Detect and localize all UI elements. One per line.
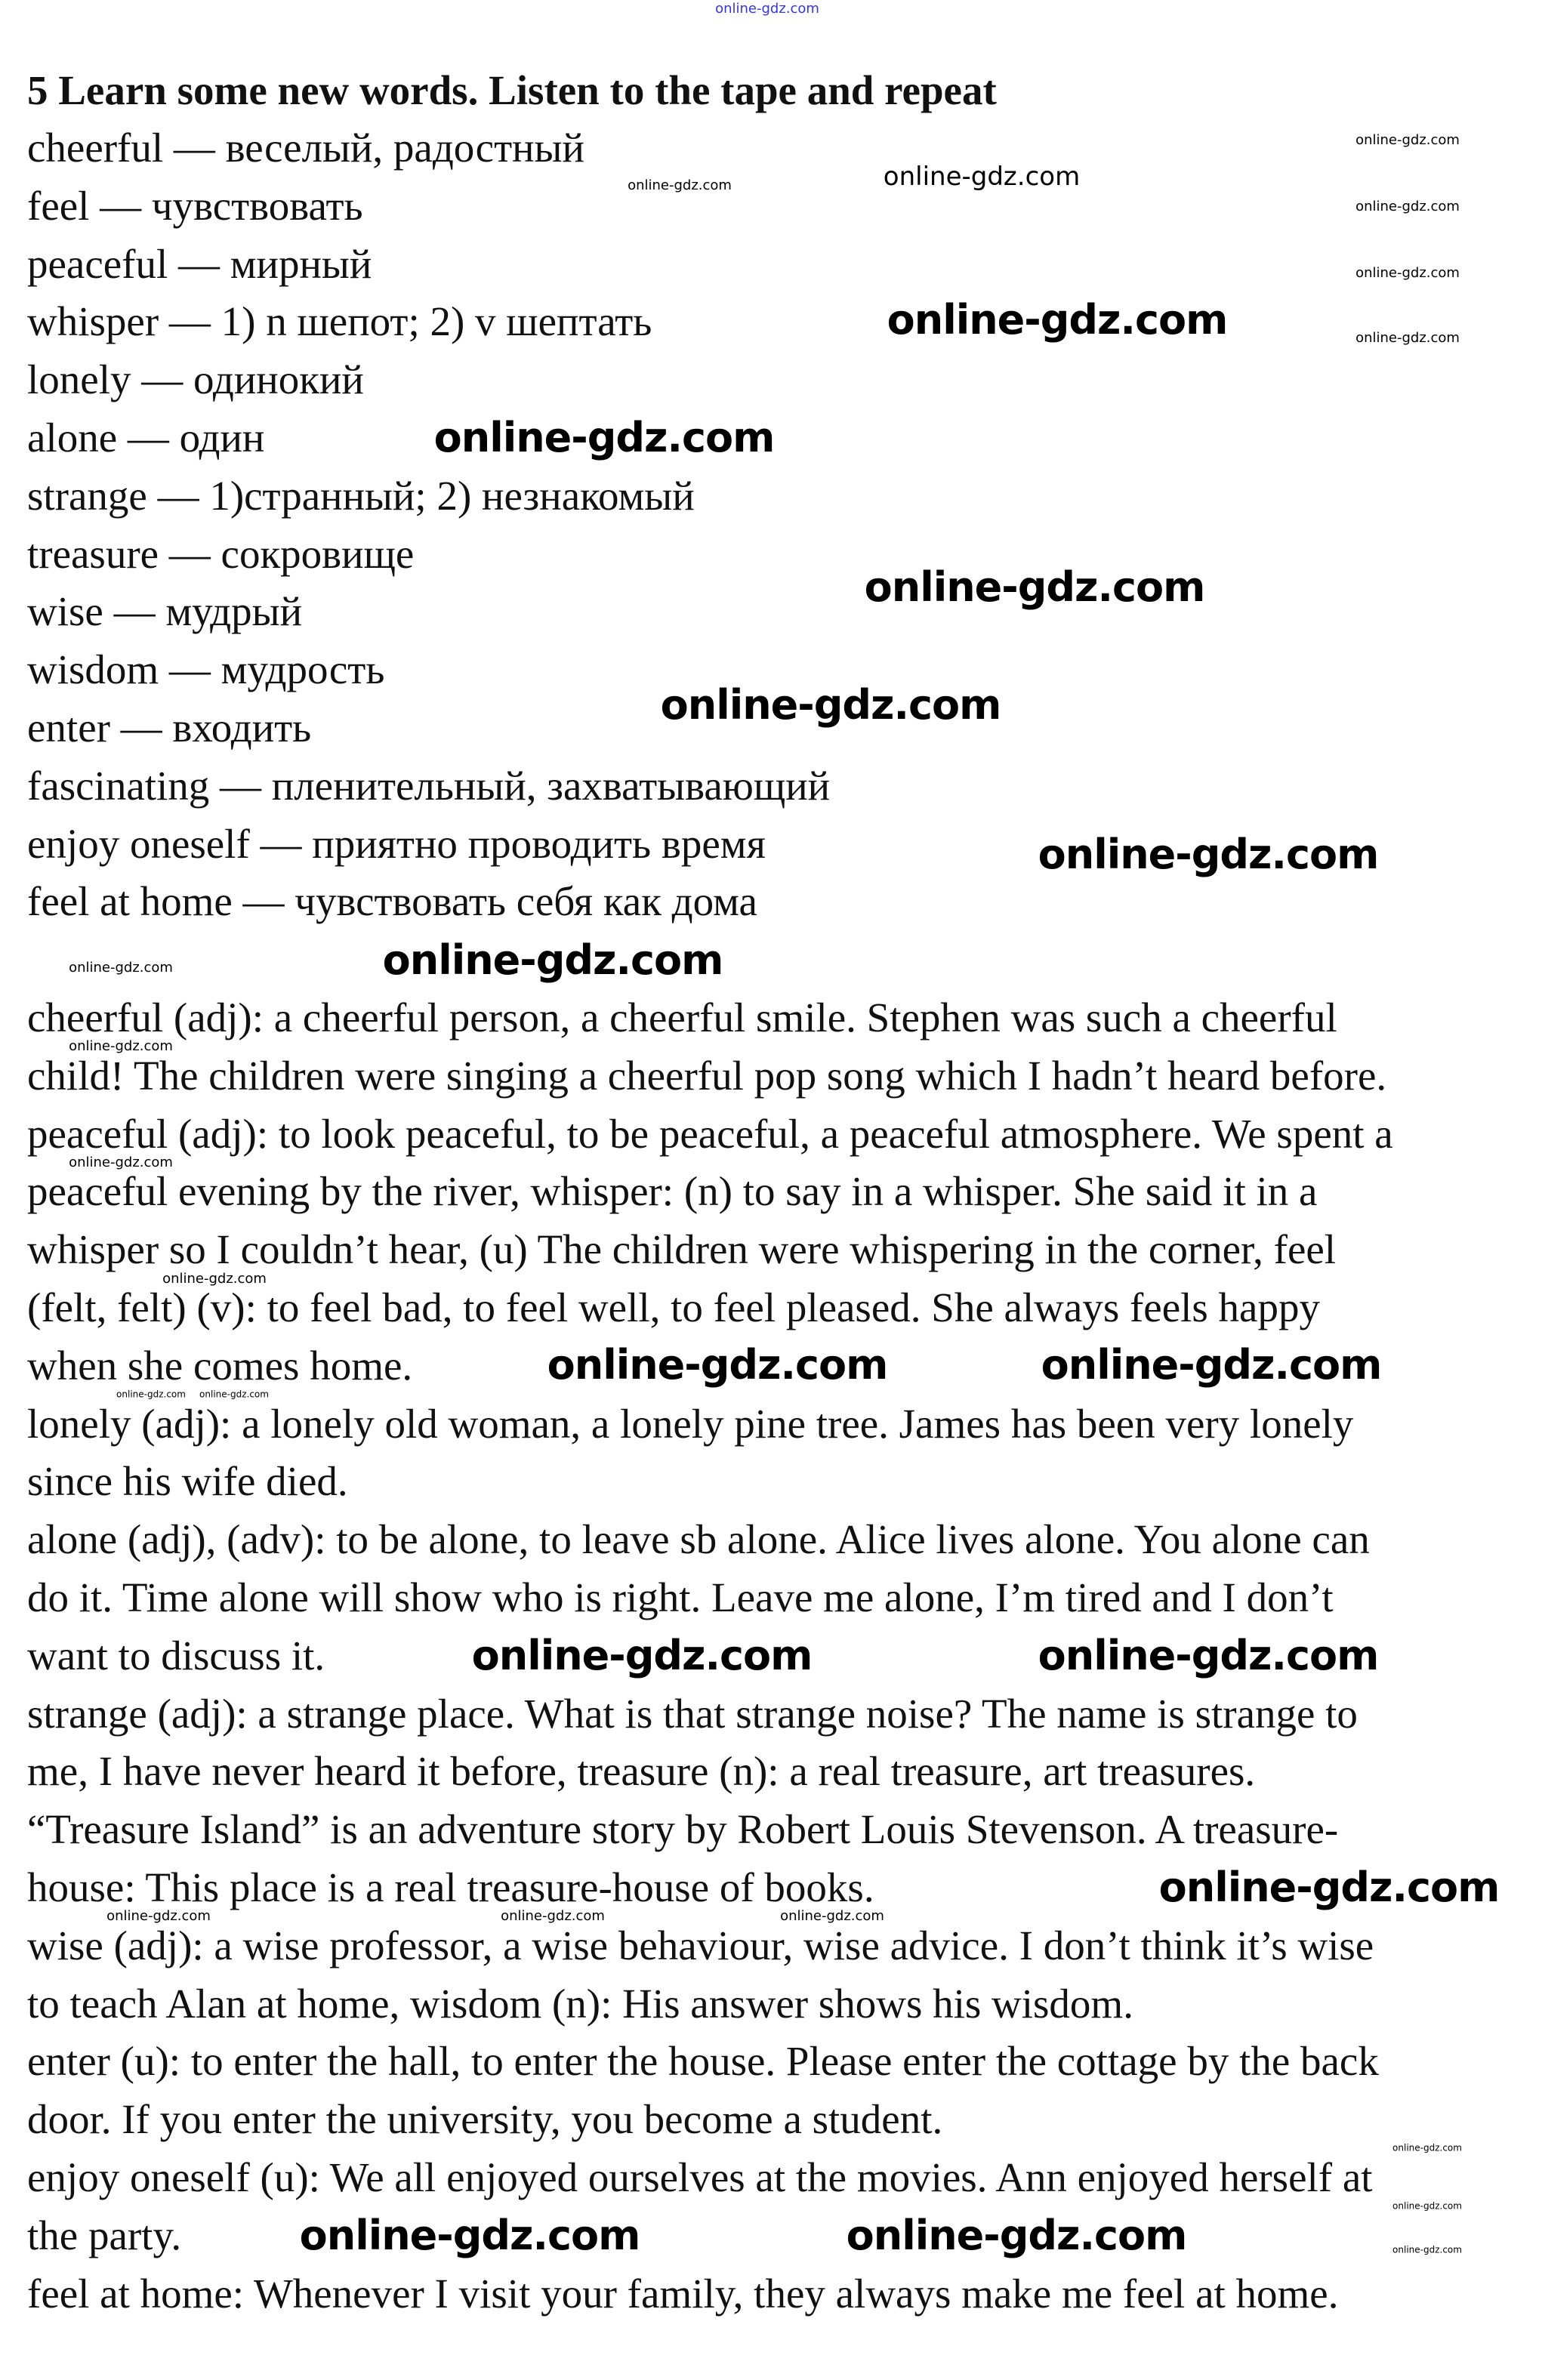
text-line: alone (adj), (adv): to be alone, to leave sb alone. Alice lives alone. You alone can xyxy=(27,1516,1370,1563)
watermark: online-gdz.com xyxy=(864,563,1205,611)
watermark: online-gdz.com xyxy=(471,1632,813,1679)
watermark: online-gdz.com xyxy=(660,681,1001,729)
watermark: online-gdz.com xyxy=(382,936,723,984)
text-line: peaceful (adj): to look peaceful, to be peaceful, a peaceful atmosphere. We spent a xyxy=(27,1110,1393,1157)
text-line: me, I have never heard it before, treasure (n): a real treasure, art treasures. xyxy=(27,1748,1256,1795)
text-line: enjoy oneself (u): We all enjoyed ourselves at the movies. Ann enjoyed herself at xyxy=(27,2154,1373,2200)
text-line: when she comes home. xyxy=(27,1342,413,1389)
text-line: want to discuss it. xyxy=(27,1632,325,1679)
watermark: online-gdz.com xyxy=(887,296,1228,344)
watermark: online-gdz.com xyxy=(69,960,173,976)
watermark: online-gdz.com xyxy=(780,1908,884,1924)
watermark: online-gdz.com xyxy=(1355,199,1460,214)
text-line: do it. Time alone will show who is right. Leave me alone, I’m tired and I don’t xyxy=(27,1574,1334,1620)
watermark: online-gdz.com xyxy=(1038,831,1379,878)
vocabulary-entry: wisdom — мудрость xyxy=(27,646,385,693)
vocabulary-entry: treasure — сокровище xyxy=(27,530,415,577)
watermark: online-gdz.com xyxy=(199,1389,269,1400)
watermark: online-gdz.com xyxy=(69,1155,173,1170)
text-line: “Treasure Island” is an adventure story by Robert Louis Stevenson. A treasure- xyxy=(27,1806,1339,1853)
watermark: online-gdz.com xyxy=(547,1341,888,1389)
watermark: online-gdz.com xyxy=(1041,1341,1382,1389)
watermark: online-gdz.com xyxy=(116,1389,186,1400)
vocabulary-entry: enjoy oneself — приятно проводить время xyxy=(27,820,766,867)
text-line: strange (adj): a strange place. What is that strange noise? The name is strange to xyxy=(27,1690,1358,1737)
watermark: online-gdz.com xyxy=(1392,2200,1462,2212)
vocabulary-entry: feel at home — чувствовать себя как дома xyxy=(27,878,757,925)
watermark: online-gdz.com xyxy=(1392,2142,1462,2153)
text-line: whisper so I couldn’t hear, (u) The children were whispering in the corner, feel xyxy=(27,1226,1337,1273)
text-line: since his wife died. xyxy=(27,1458,348,1505)
vocabulary-entry: whisper — 1) n шепот; 2) v шептать xyxy=(27,298,652,345)
vocabulary-entry: enter — входить xyxy=(27,704,312,751)
text-line: house: This place is a real treasure-house of books. xyxy=(27,1864,874,1910)
watermark: online-gdz.com xyxy=(1355,265,1460,281)
vocabulary-entry: feel — чувствовать xyxy=(27,182,363,229)
text-line: feel at home: Whenever I visit your family, they always make me feel at home. xyxy=(27,2270,1339,2317)
text-line: enter (u): to enter the hall, to enter the house. Please enter the cottage by the back xyxy=(27,2038,1379,2085)
vocabulary-entry: peaceful — мирный xyxy=(27,240,372,287)
text-line: the party. xyxy=(27,2212,182,2258)
text-line: to teach Alan at home, wisdom (n): His answer shows his wisdom. xyxy=(27,1980,1133,2027)
watermark: online-gdz.com xyxy=(299,2212,640,2259)
text-line: cheerful (adj): a cheerful person, a cheerful smile. Stephen was such a cheerful xyxy=(27,994,1337,1040)
watermark: online-gdz.com xyxy=(433,414,775,461)
text-line: wise (adj): a wise professor, a wise behaviour, wise advice. I don’t think it’s wise xyxy=(27,1922,1374,1968)
text-line: (felt, felt) (v): to feel bad, to feel well, to feel pleased. She always feels happy xyxy=(27,1284,1320,1330)
watermark: online-gdz.com xyxy=(69,1038,173,1054)
watermark: online-gdz.com xyxy=(1355,132,1460,148)
text-line: door. If you enter the university, you become a student. xyxy=(27,2096,943,2143)
vocabulary-entry: wise — мудрый xyxy=(27,588,303,635)
watermark: online-gdz.com xyxy=(628,177,732,193)
watermark: online-gdz.com xyxy=(1355,330,1460,346)
watermark: online-gdz.com xyxy=(1392,2244,1462,2255)
watermark: online-gdz.com xyxy=(883,162,1081,192)
watermark: online-gdz.com xyxy=(846,2212,1187,2259)
watermark: online-gdz.com xyxy=(501,1908,605,1924)
text-line: child! The children were singing a cheerful pop song which I hadn’t heard before. xyxy=(27,1052,1387,1099)
watermark: online-gdz.com xyxy=(1038,1632,1379,1679)
watermark: online-gdz.com xyxy=(106,1908,211,1924)
watermark: online-gdz.com xyxy=(162,1271,267,1287)
vocabulary-entry: strange — 1)странный; 2) незнакомый xyxy=(27,472,695,519)
exercise-heading: 5 Learn some new words. Listen to the tape and repeat xyxy=(27,67,997,113)
vocabulary-entry: fascinating — пленительный, захватывающий xyxy=(27,762,831,809)
text-line: peaceful evening by the river, whisper: (n) to say in a whisper. She said it in a xyxy=(27,1168,1318,1215)
vocabulary-entry: cheerful — веселый, радостный xyxy=(27,125,584,171)
text-line: lonely (adj): a lonely old woman, a lonely pine tree. James has been very lonely xyxy=(27,1400,1354,1447)
watermark: online-gdz.com xyxy=(715,1,819,17)
vocabulary-entry: lonely — одинокий xyxy=(27,356,364,403)
watermark: online-gdz.com xyxy=(1158,1864,1500,1911)
vocabulary-entry: alone — один xyxy=(27,415,265,461)
